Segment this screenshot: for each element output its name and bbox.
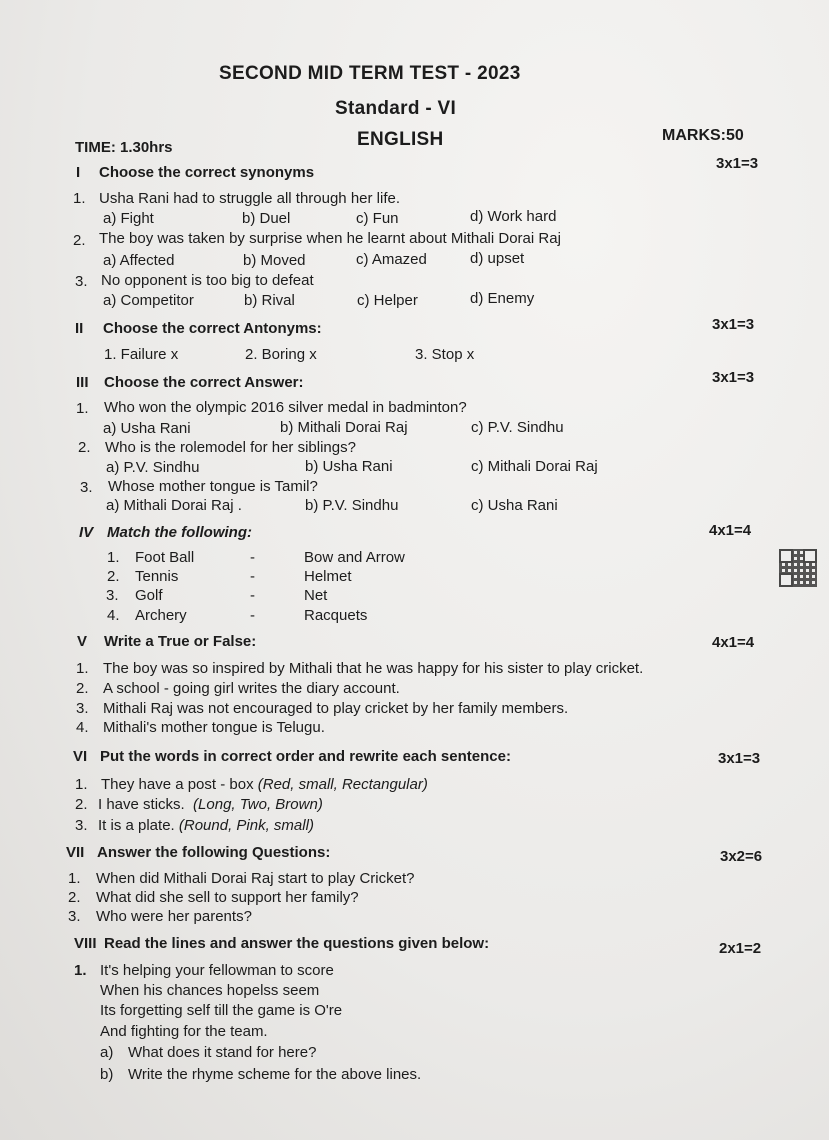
qr-code-icon	[779, 549, 817, 587]
section-5-marks: 4x1=4	[712, 634, 755, 651]
section-8-marks: 2x1=2	[719, 940, 762, 957]
poem-line: When his chances hopelss seem	[100, 982, 320, 999]
question-number: 2.	[78, 439, 91, 456]
match-number: 1.	[107, 549, 120, 566]
adjective-hint: (Long, Two, Brown)	[193, 796, 323, 813]
section-7-title: Answer the following Questions:	[97, 844, 331, 861]
question-number: 1.	[73, 190, 86, 207]
option: d) upset	[470, 250, 525, 267]
poem-line: And fighting for the team.	[100, 1023, 268, 1040]
poem-line: It's helping your fellowman to score	[100, 962, 334, 979]
option: b) Usha Rani	[305, 458, 393, 475]
true-false-statement: Mithali's mother tongue is Telugu.	[103, 719, 325, 736]
antonym-item: 2. Boring x	[245, 346, 317, 363]
match-left: Archery	[135, 607, 187, 624]
true-false-statement: Mithali Raj was not encouraged to play cricket by her family members.	[103, 700, 569, 717]
question-number: 3.	[68, 908, 81, 925]
match-dash: -	[250, 607, 255, 624]
section-2-number: II	[75, 320, 84, 337]
option: a) P.V. Sindhu	[106, 459, 200, 476]
section-6-marks: 3x1=3	[718, 750, 761, 767]
match-dash: -	[250, 568, 255, 585]
poem-line: Its forgetting self till the game is O're	[100, 1002, 343, 1019]
section-5-title: Write a True or False:	[104, 633, 257, 650]
section-3-marks: 3x1=3	[712, 369, 755, 386]
jumbled-sentence	[101, 776, 428, 793]
sentence-text: I have sticks.	[98, 796, 185, 813]
match-left: Foot Ball	[135, 549, 195, 566]
question-text: The boy was taken by surprise when he learnt about Mithali Dorai Raj	[99, 230, 561, 247]
question-text: Who won the olympic 2016 silver medal in badminton?	[104, 399, 467, 416]
section-7-number: VII	[66, 844, 85, 861]
sub-question-label: b)	[100, 1066, 114, 1083]
true-false-statement: A school - going girl writes the diary account.	[103, 680, 400, 697]
match-dash: -	[250, 549, 255, 566]
match-number: 3.	[106, 587, 119, 604]
question-number: 2.	[68, 889, 81, 906]
option: a) Competitor	[103, 292, 194, 309]
antonym-item: 1. Failure x	[104, 346, 179, 363]
option: c) Usha Rani	[471, 497, 558, 514]
statement-number: 3.	[76, 700, 89, 717]
sentence-number: 1.	[75, 776, 88, 793]
option: a) Fight	[103, 210, 154, 227]
option: b) Duel	[242, 210, 291, 227]
match-dash: -	[250, 587, 255, 604]
question-number: 1.	[68, 870, 81, 887]
adjective-hint: (Red, small, Rectangular)	[257, 776, 428, 793]
subject-label: ENGLISH	[357, 129, 444, 150]
question-number: 1.	[74, 962, 87, 979]
question-number: 1.	[76, 400, 89, 417]
question-text: What did she sell to support her family?	[96, 889, 359, 906]
section-1-number: I	[76, 164, 81, 181]
total-marks: MARKS:50	[662, 127, 744, 144]
time-label: TIME: 1.30hrs	[75, 139, 173, 156]
section-1-marks: 3x1=3	[716, 155, 759, 172]
match-number: 2.	[107, 568, 120, 585]
sentence-text: They have a post - box	[101, 776, 254, 793]
section-8-number: VIII	[74, 935, 97, 952]
sentence-text: It is a plate.	[98, 817, 175, 834]
option: c) Fun	[356, 210, 399, 227]
section-4-number: IV	[79, 524, 94, 541]
true-false-statement: The boy was so inspired by Mithali that he was happy for his sister to play cricket.	[103, 660, 644, 677]
adjective-hint: (Round, Pink, small)	[178, 817, 314, 834]
option: d) Work hard	[470, 208, 557, 225]
question-number: 3.	[75, 273, 88, 290]
question-text: Who were her parents?	[96, 908, 252, 925]
section-2-marks: 3x1=3	[712, 316, 755, 333]
question-number: 2.	[73, 232, 86, 249]
option: c) Mithali Dorai Raj	[471, 458, 598, 475]
match-right: Racquets	[304, 607, 368, 624]
question-number: 3.	[80, 479, 93, 496]
section-4-marks: 4x1=4	[709, 522, 752, 539]
section-2-title: Choose the correct Antonyms:	[103, 320, 322, 337]
statement-number: 2.	[76, 680, 89, 697]
section-6-title: Put the words in correct order and rewrite each sentence:	[100, 748, 511, 765]
statement-number: 4.	[76, 719, 89, 736]
option: c) Amazed	[356, 251, 427, 268]
match-number: 4.	[107, 607, 120, 624]
sentence-number: 2.	[75, 796, 88, 813]
option: c) Helper	[357, 292, 418, 309]
jumbled-sentence	[98, 817, 314, 834]
match-right: Helmet	[304, 568, 352, 585]
option: b) Rival	[244, 292, 295, 309]
sub-question-text: Write the rhyme scheme for the above lines.	[128, 1066, 422, 1083]
option: a) Affected	[103, 252, 175, 269]
question-text: Who is the rolemodel for her siblings?	[105, 439, 356, 456]
section-5-number: V	[77, 633, 88, 650]
option: b) Moved	[243, 252, 306, 269]
option: d) Enemy	[470, 290, 535, 307]
question-text: No opponent is too big to defeat	[101, 272, 314, 289]
match-left: Tennis	[135, 568, 179, 585]
match-left: Golf	[135, 587, 163, 604]
section-3-number: III	[76, 374, 89, 391]
section-1-title: Choose the correct synonyms	[99, 164, 315, 181]
match-right: Bow and Arrow	[304, 549, 405, 566]
question-text: Whose mother tongue is Tamil?	[108, 478, 318, 495]
section-3-title: Choose the correct Answer:	[104, 374, 304, 391]
section-4-title: Match the following:	[107, 524, 252, 541]
option: a) Mithali Dorai Raj .	[106, 497, 242, 514]
sub-question-label: a)	[100, 1044, 114, 1061]
antonym-item: 3. Stop x	[415, 346, 475, 363]
option: c) P.V. Sindhu	[471, 419, 564, 436]
exam-title: SECOND MID TERM TEST - 2023	[219, 63, 521, 84]
section-7-marks: 3x2=6	[720, 848, 763, 865]
option: b) Mithali Dorai Raj	[280, 419, 408, 436]
match-right: Net	[304, 587, 328, 604]
question-text: Usha Rani had to struggle all through her life.	[99, 190, 401, 207]
jumbled-sentence	[98, 796, 323, 813]
section-8-title: Read the lines and answer the questions given below:	[104, 935, 490, 952]
question-text: When did Mithali Dorai Raj start to play Cricket?	[96, 870, 415, 887]
option: b) P.V. Sindhu	[305, 497, 399, 514]
option: a) Usha Rani	[103, 420, 191, 437]
sentence-number: 3.	[75, 817, 88, 834]
statement-number: 1.	[76, 660, 89, 677]
standard-label: Standard - VI	[335, 98, 457, 119]
section-6-number: VI	[73, 748, 88, 765]
sub-question-text: What does it stand for here?	[128, 1044, 317, 1061]
